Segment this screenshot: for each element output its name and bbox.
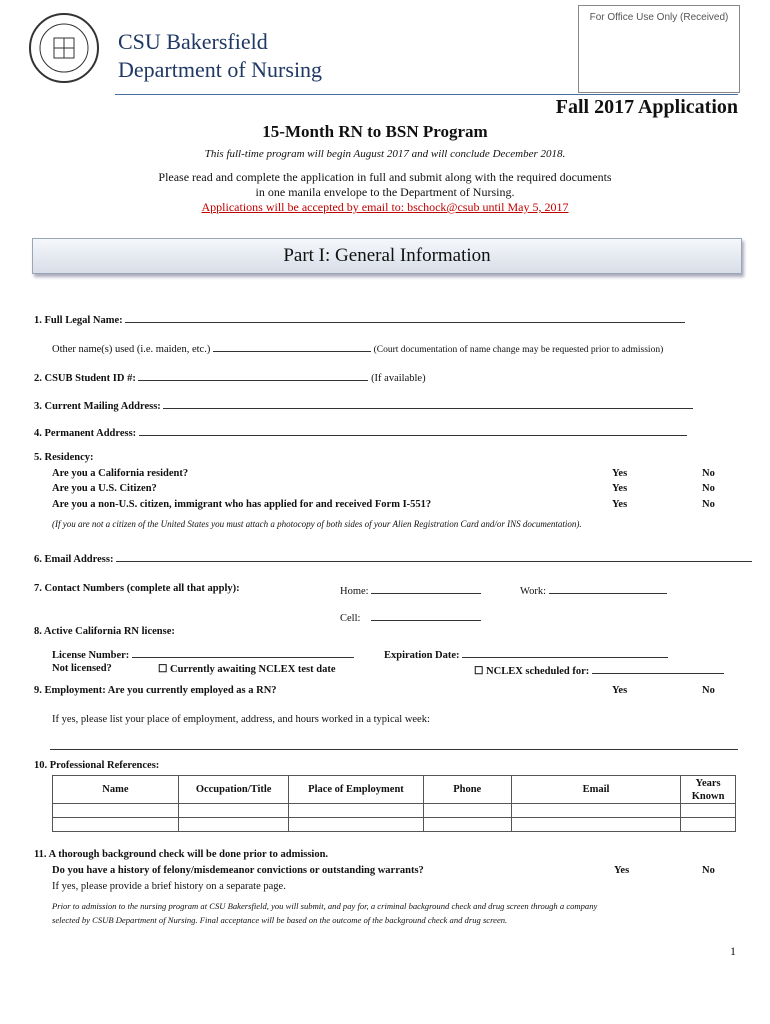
residency-question-3: Are you a non-U.S. citizen, immigrant who has applied for and received Form I-551? — [52, 499, 432, 510]
ref-2-occupation[interactable] — [178, 818, 289, 832]
residency-3-yes[interactable]: Yes — [612, 499, 628, 510]
permanent-address-field[interactable] — [139, 425, 687, 436]
residency-1-no[interactable]: No — [702, 468, 715, 479]
q8-label: 8. Active California RN license: — [34, 626, 175, 637]
residency-1-yes[interactable]: Yes — [612, 468, 628, 479]
other-names-field[interactable] — [213, 341, 371, 352]
email-field[interactable] — [116, 551, 752, 562]
home-phone-label: Home: — [340, 586, 369, 597]
q3-row — [34, 398, 693, 412]
q11-label: 11. A thorough background check will be done prior to admission. — [34, 849, 329, 860]
mailing-address-field[interactable] — [163, 398, 693, 409]
work-phone-label: Work: — [520, 586, 546, 597]
expiration-label: Expiration Date: — [384, 650, 460, 661]
cell-phone-label: Cell: — [340, 613, 361, 624]
employment-yes[interactable]: Yes — [612, 685, 628, 696]
instructions-line-1: Please read and complete the application in full and submit along with the required documents — [158, 170, 612, 184]
q10-label: 10. Professional References: — [34, 760, 160, 771]
table-row — [53, 818, 736, 832]
header-rule — [115, 94, 738, 95]
ref-2-email[interactable] — [511, 818, 680, 832]
ref-col-name: Name — [53, 776, 179, 804]
school-name: CSU Bakersfield — [118, 29, 268, 54]
nclex-scheduled-field[interactable] — [592, 663, 724, 674]
ref-col-employment: Place of Employment — [289, 776, 423, 804]
background-yes[interactable]: Yes — [614, 865, 630, 876]
license-number-label: License Number: — [52, 650, 130, 661]
nclex-scheduled-option[interactable] — [474, 663, 724, 677]
ref-col-years: Years Known — [681, 776, 736, 804]
program-subtitle: This full-time program will begin August 2017 and will conclude December 2018. — [204, 148, 566, 160]
home-phone-field[interactable] — [371, 583, 481, 594]
office-use-box — [578, 5, 740, 93]
residency-2-yes[interactable]: Yes — [612, 483, 628, 494]
instructions — [0, 170, 770, 215]
awaiting-nclex-option[interactable] — [158, 663, 336, 675]
background-no[interactable]: No — [702, 865, 715, 876]
work-phone-field[interactable] — [549, 583, 667, 594]
ref-2-phone[interactable] — [423, 818, 511, 832]
expiration-field[interactable] — [462, 647, 668, 658]
employment-details-line[interactable] — [50, 749, 738, 750]
residency-3-no[interactable]: No — [702, 499, 715, 510]
q1-row — [34, 312, 685, 326]
license-number-field[interactable] — [132, 647, 354, 658]
table-row — [53, 804, 736, 818]
background-question: Do you have a history of felony/misdemeanor convictions or outstanding warrants? — [52, 865, 424, 876]
ref-col-phone: Phone — [423, 776, 511, 804]
cell-phone-row — [340, 610, 481, 624]
q7-label: 7. Contact Numbers (complete all that apply): — [34, 583, 240, 594]
ref-1-occupation[interactable] — [178, 804, 289, 818]
cell-phone-field[interactable] — [371, 610, 481, 621]
employment-no[interactable]: No — [702, 685, 715, 696]
background-note-1: Prior to admission to the nursing program at CSU Bakersfield, you will submit, and pay for, a criminal background check and drug screen through a company — [52, 901, 598, 911]
school-heading — [118, 28, 322, 84]
q4-label: 4. Permanent Address: — [34, 428, 137, 439]
ref-1-email[interactable] — [511, 804, 680, 818]
department-name: Department of Nursing — [118, 57, 323, 82]
q1-other-row — [52, 341, 663, 355]
q2-label: 2. CSUB Student ID #: — [34, 373, 136, 384]
ref-2-name[interactable] — [53, 818, 179, 832]
ref-col-email: Email — [511, 776, 680, 804]
ref-1-phone[interactable] — [423, 804, 511, 818]
ref-2-years[interactable] — [681, 818, 736, 832]
section-banner: Part I: General Information — [32, 238, 742, 274]
q2-note: (If available) — [371, 373, 426, 384]
home-phone-row — [340, 583, 481, 597]
ref-2-employment[interactable] — [289, 818, 423, 832]
ref-1-years[interactable] — [681, 804, 736, 818]
q6-label: 6. Email Address: — [34, 554, 114, 565]
other-names-label: Other name(s) used (i.e. maiden, etc.) — [52, 344, 211, 355]
q4-row — [34, 425, 687, 439]
university-seal-logo — [28, 12, 100, 84]
q5-label: 5. Residency: — [34, 452, 94, 463]
instructions-line-2: in one manila envelope to the Department of Nursing. — [255, 185, 515, 199]
employment-instruction: If yes, please list your place of employment, address, and hours worked in a typical week: — [52, 714, 430, 725]
deadline-link[interactable]: Applications will be accepted by email to: bschock@csub until May 5, 2017 — [201, 200, 569, 214]
office-use-label: For Office Use Only (Received) — [589, 12, 729, 23]
program-title — [0, 122, 770, 142]
references-table — [52, 775, 736, 832]
residency-question-1: Are you a California resident? — [52, 468, 189, 479]
ref-1-employment[interactable] — [289, 804, 423, 818]
background-note-2: selected by CSUB Department of Nursing. Final acceptance will be based on the outcome of the background check and drug screen. — [52, 915, 508, 925]
residency-2-no[interactable]: No — [702, 483, 715, 494]
nclex-scheduled-label: NCLEX scheduled for: — [486, 666, 590, 677]
license-row — [52, 647, 354, 661]
ref-col-occupation: Occupation/Title — [178, 776, 289, 804]
nclex-scheduled-checkbox[interactable]: ☐ — [474, 666, 484, 677]
awaiting-nclex-checkbox[interactable]: ☐ — [158, 664, 168, 675]
ref-1-name[interactable] — [53, 804, 179, 818]
application-term: Fall 2017 Application — [555, 96, 738, 118]
other-names-note: (Court documentation of name change may be requested prior to admission) — [373, 345, 664, 355]
q2-row — [34, 370, 426, 384]
expiration-row — [384, 647, 668, 661]
full-name-field[interactable] — [125, 312, 685, 323]
residency-question-2: Are you a U.S. Citizen? — [52, 483, 157, 494]
awaiting-nclex-label: Currently awaiting NCLEX test date — [170, 664, 336, 675]
page-number: 1 — [730, 944, 736, 958]
not-licensed-label: Not licensed? — [52, 663, 112, 674]
background-instruction: If yes, please provide a brief history on a separate page. — [52, 881, 286, 892]
work-phone-row — [520, 583, 667, 597]
q6-row — [34, 551, 752, 565]
program-title-text: 15-Month RN to BSN Program — [262, 122, 488, 141]
student-id-field[interactable] — [138, 370, 368, 381]
residency-note: (If you are not a citizen of the United States you must attach a photocopy of both sides of your Alien Registration Card and/or INS documentation). — [52, 519, 582, 529]
q9-label: 9. Employment: Are you currently employed as a RN? — [34, 685, 277, 696]
q1-label: 1. Full Legal Name: — [34, 315, 123, 326]
q3-label: 3. Current Mailing Address: — [34, 401, 161, 412]
